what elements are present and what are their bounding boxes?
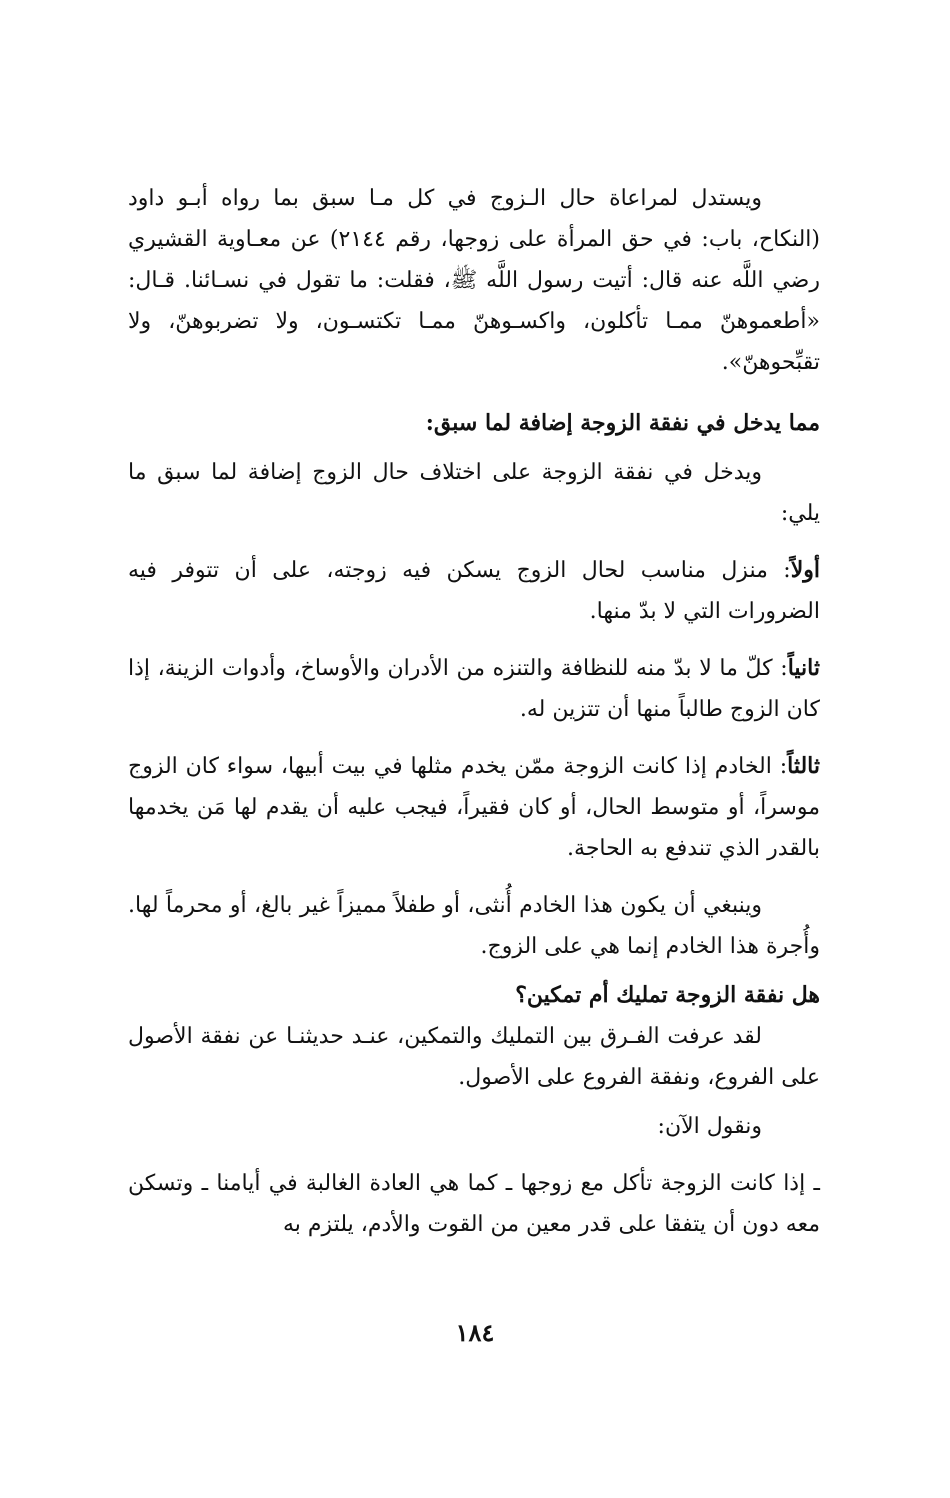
section-heading-ownership: هل نفقة الزوجة تمليك أم تمكين؟ [515,982,820,1008]
paragraph-difference: لقد عرفت الفـرق بين التمليك والتمكين، عنـد حديثنـا عن نفقة الأصول على الفروع، ونفقة الفروع على الأصول. [128,1024,820,1090]
first-lead-word: أولاً [790,557,820,583]
paragraph-we-say: ونقول الآن: [657,1114,762,1139]
paragraph-second [128,648,820,730]
third-lead-word: ثالثاً [787,753,820,779]
paragraph-first [128,550,820,632]
paragraph-third [128,746,820,869]
page-number: ١٨٤ [455,1318,495,1347]
paragraph-intro-list: ويدخل في نفقة الزوجة على اختلاف حال الزوج إضافة لما سبق ما يلي: [128,460,820,526]
paragraph-servant: وينبغي أن يكون هذا الخادم أُنثى، أو طفلاً مميزاً غير بالغ، أو محرماً لها. وأُجرة هذا الخادم إنما هي على الزوج. [128,893,820,959]
first-text: : منزل مناسب لحال الزوج يسكن فيه زوجته، على أن تتوفر فيه الضرورات التي لا بدّ منها. [128,558,820,624]
section-heading-additions: مما يدخل في نفقة الزوجة إضافة لما سبق: [425,410,820,436]
third-text: : الخادم إذا كانت الزوجة ممّن يخدم مثلها في بيت أبيها، سواء كان الزوج موسراً، أو متوسط الحال، أو كان فقيراً، فيجب عليه أن يقدم لها مَن يخدمها بالقدر الذي تندفع به الحاجة. [128,754,820,861]
page-body [128,178,820,1245]
second-text: : كلّ ما لا بدّ منه للنظافة والتنزه من الأدران والأوساخ، وأدوات الزينة، إذا كان الزوج طالباً منها أن تتزين له. [128,656,820,722]
paragraph-hadith: ويستدل لمراعاة حال الـزوج في كل مـا سبق بما رواه أبـو داود (النكاح، باب: في حق المرأة على زوجها، رقم ٢١٤٤) عن معـاوية القشيري رضي اللَّه عنه قال: أتيت رسول اللَّه ﷺ، فقلت: ما تقول في نسـائنا. قـال: «أطعموهنّ ممـا تأكلون، واكسـوهنّ ممـا تكتسـون، ولا تضربوهنّ، ولا تقبِّحوهنّ». [128,186,821,375]
second-lead-word: ثانياً [787,655,820,681]
paragraph-eating-together: ـ إذا كانت الزوجة تأكل مع زوجها ـ كما هي العادة الغالبة في أيامنا ـ وتسكن معه دون أن يتفقا على قدر معين من القوت والأدم، يلتزم به [128,1171,820,1237]
